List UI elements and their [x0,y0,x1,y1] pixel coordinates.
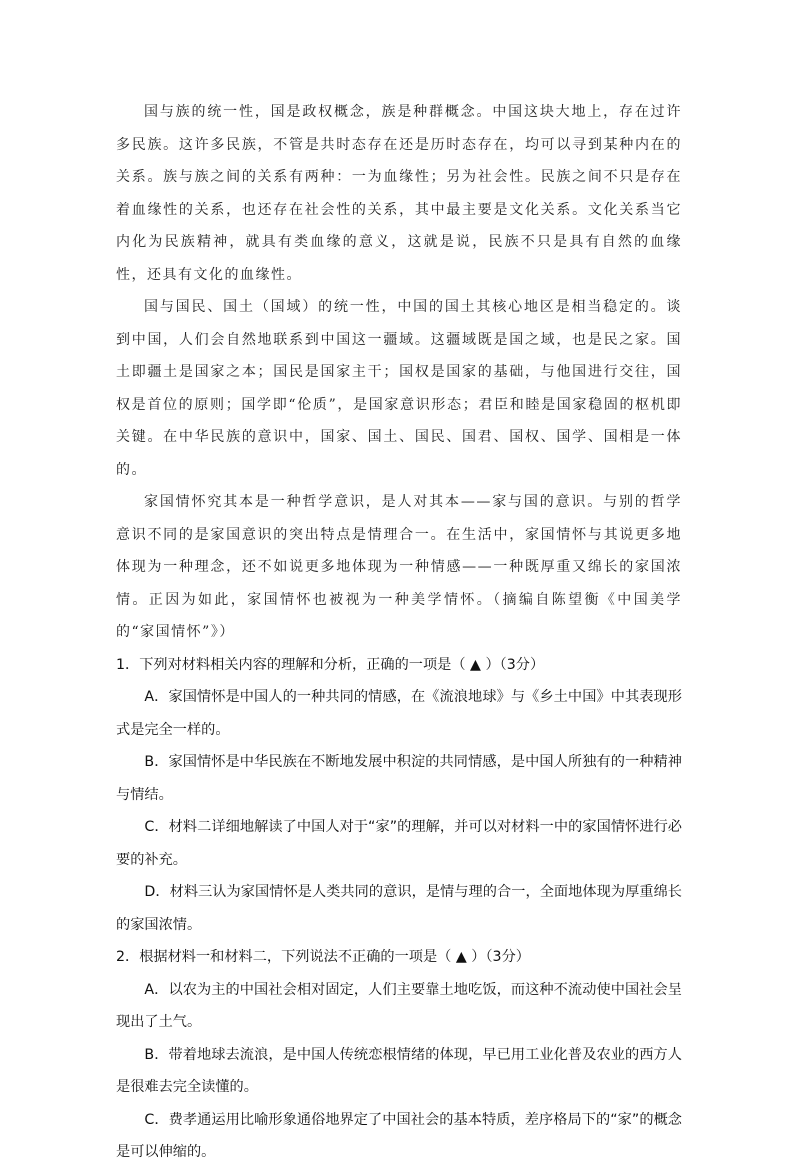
material-paragraph-2: 国与国民、国土（国域）的统一性，中国的国土其核心地区是相当稳定的。谈到中国，人们会自然地联系到中国这一疆域。这疆域既是国之域，也是民之家。国土即疆土是国家之本；国民是国家主干；国权是国家的基础，与他国进行交往，国权是首位的原则；国学即“伦质”，是国家意识形态；君臣和睦是国家稳固的枢机即关键。在中华民族的意识中，国家、国土、国民、国君、国权、国学、国相是一体的。 [116,299,682,478]
material-paragraph-3: 家国情怀究其本是一种哲学意识，是人对其本——家与国的意识。与别的哲学意识不同的是家国意识的突出特点是情理合一。在生活中，家国情怀与其说更多地体现为一种理念，还不如说更多地体现为一种情感——一种既厚重又绵长的家国浓情。正因为如此，家国情怀也被视为一种美学情怀。（摘编自陈望衡《中国美学的“家国情怀”》） [116,494,682,640]
question-1 [116,649,682,942]
document-page [116,96,682,1169]
question-1-option-b: B．家国情怀是中华民族在不断地发展中积淀的共同情感，是中国人所独有的一种精神与情结。 [116,754,682,803]
material-paragraph-1: 国与族的统一性，国是政权概念，族是种群概念。中国这块大地上，存在过许多民族。这许多民族，不管是共时态存在还是历时态存在，均可以寻到某种内在的关系。族与族之间的关系有两种：一为血缘性；另为社会性。民族之间不只是存在着血缘性的关系，也还存在社会性的关系，其中最主要是文化关系。文化关系当它内化为民族精神，就具有类血缘的意义，这就是说，民族不只是具有自然的血缘性，还具有文化的血缘性。 [116,104,682,283]
question-1-option-d: D．材料三认为家国情怀是人类共同的意识，是情与理的合一，全面地体现为厚重绵长的家国浓情。 [116,884,682,933]
question-1-stem: 1．下列对材料相关内容的理解和分析，正确的一项是（ ▲ ）（3分） [116,656,545,673]
question-2-stem: 2．根据材料一和材料二，下列说法不正确的一项是（ ▲ ）（3分） [116,949,530,965]
question-2-option-b: B．带着地球去流浪，是中国人传统恋根情绪的体现，早已用工业化普及农业的西方人是很难去完全读懂的。 [116,1046,682,1095]
question-1-option-a: A．家国情怀是中国人的一种共同的情感，在《流浪地球》与《乡土中国》中其表现形式是完全一样的。 [116,689,682,738]
question-1-option-c: C．材料二详细地解读了中国人对于“家”的理解，并可以对材料一中的家国情怀进行必要的补充。 [116,819,682,868]
question-2-option-c: C．费孝通运用比喻形象通俗地界定了中国社会的基本特质，差序格局下的“家”的概念是可以伸缩的。 [116,1111,682,1160]
question-2 [116,941,682,1169]
question-2-option-a: A．以农为主的中国社会相对固定，人们主要靠土地吃饭，而这种不流动使中国社会呈现出了土气。 [116,981,682,1030]
